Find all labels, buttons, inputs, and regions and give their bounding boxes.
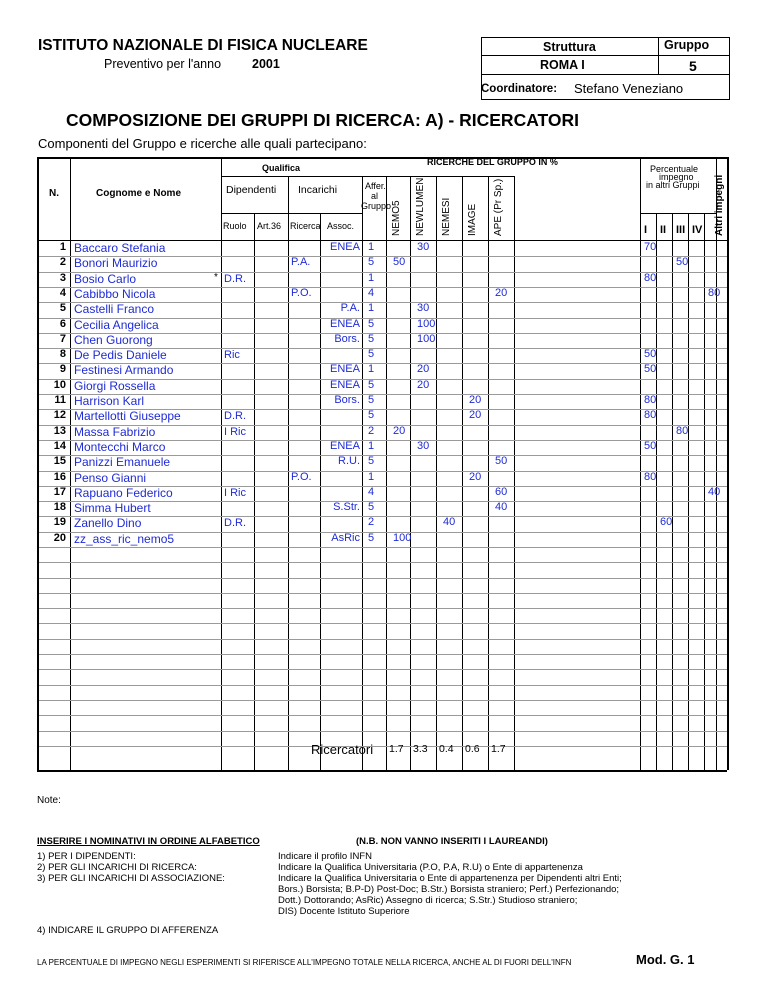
assoc-cell: R.U. (338, 455, 360, 467)
researcher-name: Giorgi Rossella (74, 379, 156, 393)
other-group-perc-cell: 80 (708, 287, 721, 299)
col-name-header: Cognome e Nome (96, 188, 182, 199)
total-cell: 1.7 (491, 743, 506, 755)
preventivo-year: 2001 (252, 57, 280, 71)
ruolo-header: Ruolo (223, 221, 247, 231)
page-title: COMPOSIZIONE DEI GRUPPI DI RICERCA: A) - RICERCATORI (66, 110, 580, 130)
table-rule (320, 213, 321, 770)
assoc-cell: ENEA (330, 241, 360, 253)
assoc-cell: S.Str. (333, 501, 360, 513)
table-rule (386, 176, 387, 770)
assoc-cell: ENEA (330, 318, 360, 330)
other-group-perc-cell: 40 (708, 486, 721, 498)
row-gridline (39, 593, 727, 594)
affer-cell: 4 (368, 287, 375, 299)
research-perc-cell: 100 (417, 318, 436, 330)
row-number: 10 (53, 379, 66, 391)
ruolo-cell: I Ric (224, 487, 246, 499)
research-perc-cell: 20 (469, 409, 482, 421)
table-rule (288, 176, 289, 213)
table-rule (70, 157, 71, 770)
coordinator-value: Stefano Veneziano (574, 81, 684, 96)
note-label: Note: (37, 795, 61, 806)
other-group-perc-cell: 70 (644, 241, 657, 253)
table-border-right (727, 157, 729, 770)
research-perc-cell: 40 (495, 501, 508, 513)
row-number: 14 (53, 440, 66, 452)
assoc-cell: ENEA (330, 379, 360, 391)
other-group-perc-cell: 50 (676, 256, 689, 268)
researcher-name: Montecchi Marco (74, 440, 166, 454)
researcher-name: Chen Guorong (74, 333, 153, 347)
total-cell: 3.3 (413, 743, 428, 755)
ruolo-cell: Ric (224, 349, 240, 361)
table-rule (514, 176, 515, 770)
coordinator-label: Coordinatore: (481, 83, 558, 95)
other-group-perc-cell: 50 (644, 348, 657, 360)
research-col-header: NEWLUMEN (415, 177, 426, 236)
table-border-top (37, 157, 727, 159)
other-group-perc-cell: 80 (676, 425, 689, 437)
affer-cell: 5 (368, 455, 375, 467)
research-perc-cell: 20 (417, 379, 430, 391)
row-gridline (39, 608, 727, 609)
affer-cell: 1 (368, 440, 375, 452)
table-rule (436, 176, 437, 770)
qualifica-header: Qualifica (262, 163, 301, 173)
affer-header-3: Gruppo (361, 201, 392, 211)
table-rule (656, 213, 657, 770)
other-group-perc-cell: 50 (644, 363, 657, 375)
row-number: 2 (59, 256, 66, 268)
ricerca-cell: P.A. (291, 256, 311, 268)
roman-col-header: II (660, 224, 667, 236)
researcher-name: Massa Fabrizio (74, 425, 156, 439)
row-gridline (39, 700, 727, 701)
row-number: 6 (59, 318, 66, 330)
table-rule (221, 157, 222, 770)
row-number: 11 (54, 394, 66, 406)
assoc-cell: ENEA (330, 440, 360, 452)
affer-cell: 2 (368, 425, 375, 437)
research-perc-cell: 60 (495, 486, 508, 498)
total-cell: 1.7 (389, 743, 404, 755)
art36-header: Art.36 (257, 221, 282, 231)
research-perc-cell: 20 (469, 394, 482, 406)
perc-header-2: impegno (659, 172, 694, 182)
row-gridline (39, 578, 727, 579)
instr-right-3: Indicare la Qualifica Universitaria o Ente di appartenenza per Dipendenti altri Enti; (278, 873, 622, 884)
researcher-name: Bonori Maurizio (74, 256, 158, 270)
preventivo-label: Preventivo per l'anno (104, 57, 222, 71)
table-rule (688, 213, 689, 770)
researcher-name: Simma Hubert (74, 501, 151, 515)
row-number: 3 (59, 272, 66, 284)
footnote-star: * (214, 272, 218, 283)
row-gridline (39, 639, 727, 640)
row-number: 8 (59, 348, 66, 360)
research-perc-cell: 100 (417, 333, 436, 345)
ricerca-cell: P.O. (291, 471, 312, 483)
row-gridline (39, 715, 727, 716)
researcher-name: zz_ass_ric_nemo5 (74, 532, 175, 546)
table-border-bottom (37, 770, 727, 772)
gruppo-label: Gruppo (664, 38, 710, 52)
inserire-heading: INSERIRE I NOMINATIVI IN ORDINE ALFABETICO (37, 836, 260, 847)
table-rule (672, 213, 673, 770)
total-cell: 0.6 (465, 743, 480, 755)
other-group-perc-cell: 80 (644, 409, 657, 421)
col-n-header: N. (49, 188, 59, 199)
form-model: Mod. G. 1 (636, 952, 695, 967)
assoc-header: Assoc. (327, 221, 355, 231)
row-number: 19 (53, 516, 66, 528)
other-group-perc-cell: 80 (644, 394, 657, 406)
research-perc-cell: 20 (393, 425, 406, 437)
research-col-header: IMAGE (467, 203, 478, 236)
page-subtitle: Componenti del Gruppo e ricerche alle quali partecipano: (38, 136, 367, 151)
altri-impegni-header: Altri impegni (714, 174, 725, 236)
table-rule (288, 213, 289, 770)
other-group-perc-cell: 60 (660, 516, 673, 528)
research-perc-cell: 100 (393, 532, 412, 544)
row-gridline (39, 685, 727, 686)
ricerca-header: Ricerca (290, 221, 321, 231)
row-gridline (39, 746, 727, 747)
assoc-cell: Bors. (334, 394, 360, 406)
totals-label: Ricercatori (311, 742, 374, 757)
affer-cell: 5 (368, 318, 375, 330)
row-number: 1 (59, 241, 66, 253)
row-gridline (39, 731, 727, 732)
other-group-perc-cell: 50 (644, 440, 657, 452)
ruolo-cell: D.R. (224, 410, 246, 422)
gruppo-value: 5 (689, 58, 697, 74)
affer-cell: 5 (368, 394, 375, 406)
research-perc-cell: 20 (495, 287, 508, 299)
row-number: 5 (59, 302, 66, 314)
affer-cell: 1 (368, 302, 375, 314)
roman-col-header: I (644, 224, 648, 236)
research-perc-cell: 20 (417, 363, 430, 375)
researcher-name: Penso Gianni (74, 471, 147, 485)
roman-col-header: IV (692, 224, 703, 236)
table-rule (640, 213, 716, 214)
affer-cell: 5 (368, 348, 375, 360)
researcher-name: Festinesi Armando (74, 363, 174, 377)
table-rule (488, 176, 489, 770)
assoc-cell: ENEA (330, 363, 360, 375)
row-gridline (39, 623, 727, 624)
row-gridline (39, 516, 727, 517)
row-gridline (39, 669, 727, 670)
perc-header-3: in altri Gruppi (646, 180, 700, 190)
table-rule (704, 213, 705, 770)
row-number: 12 (53, 409, 66, 421)
affer-cell: 1 (368, 272, 375, 284)
row-gridline (39, 562, 727, 563)
row-gridline (39, 272, 727, 273)
institute-name: ISTITUTO NAZIONALE DI FISICA NUCLEARE (38, 37, 368, 54)
dipendenti-header: Dipendenti (226, 184, 277, 196)
table-rule (410, 176, 411, 770)
research-perc-cell: 50 (393, 256, 406, 268)
researcher-name: Zanello Dino (74, 516, 142, 530)
row-number: 16 (53, 471, 66, 483)
affer-cell: 5 (368, 379, 375, 391)
affer-cell: 5 (368, 409, 375, 421)
table-rule (254, 213, 255, 770)
ruolo-cell: D.R. (224, 517, 246, 529)
affer-cell: 5 (368, 256, 375, 268)
researcher-name: De Pedis Daniele (74, 348, 167, 362)
affer-cell: 1 (368, 363, 375, 375)
row-number: 9 (59, 363, 66, 375)
row-gridline (39, 547, 727, 548)
instr-left-3: 3) PER GLI INCARICHI DI ASSOCIAZIONE: (37, 873, 225, 884)
table-border-left (37, 157, 39, 770)
research-col-header: NEMO5 (391, 200, 402, 236)
nb-note: (N.B. NON VANNO INSERITI I LAUREANDI) (356, 836, 548, 847)
affer-cell: 2 (368, 516, 375, 528)
research-perc-cell: 50 (495, 455, 508, 467)
row-number: 18 (53, 501, 66, 513)
assoc-cell: P.A. (340, 302, 360, 314)
researcher-name: Bosio Carlo (74, 272, 137, 286)
researcher-name: Harrison Karl (74, 394, 145, 408)
affer-header-2: al (371, 191, 379, 201)
researcher-name: Cecilia Angelica (74, 318, 159, 332)
research-col-header: NEMESI (441, 197, 452, 236)
instr-right-6: DIS) Docente Istituto Superiore (278, 906, 410, 917)
instr-right-1: Indicare il profilo INFN (278, 851, 372, 862)
table-rule (362, 176, 363, 770)
other-group-perc-cell: 80 (644, 471, 657, 483)
table-rule (221, 176, 514, 177)
researcher-name: Panizzi Emanuele (74, 455, 171, 469)
researcher-name: Cabibbo Nicola (74, 287, 156, 301)
researcher-name: Castelli Franco (74, 302, 155, 316)
row-number: 20 (53, 532, 66, 544)
incarichi-header: Incarichi (298, 184, 338, 196)
research-perc-cell: 20 (469, 471, 482, 483)
affer-cell: 5 (368, 532, 375, 544)
assoc-cell: Bors. (334, 333, 360, 345)
affer-cell: 4 (368, 486, 375, 498)
row-number: 4 (59, 287, 66, 299)
researcher-name: Baccaro Stefania (74, 241, 166, 255)
research-perc-cell: 30 (417, 440, 430, 452)
row-number: 17 (53, 486, 66, 498)
roman-col-header: III (676, 224, 686, 236)
struttura-label: Struttura (543, 40, 596, 54)
bottom-note: LA PERCENTUALE DI IMPEGNO NEGLI ESPERIMENTI SI RIFERISCE ALL'IMPEGNO TOTALE NELLA RICERCA, ANCHE AL DI FUORI DELL'INFN (37, 958, 572, 967)
affer-cell: 1 (368, 241, 375, 253)
row-gridline (39, 654, 727, 655)
table-rule (221, 213, 362, 214)
research-perc-cell: 30 (417, 302, 430, 314)
research-perc-cell: 40 (443, 516, 456, 528)
table-rule (640, 157, 641, 770)
affer-header-1: Affer. (365, 181, 386, 191)
instr-right-2: Indicare la Qualifica Universitaria (P.O, P.A, R.U) o Ente di appartenenza (278, 862, 583, 873)
instr-right-5: Dott.) Dottorando; AsRic) Assegno di ricerca; S.Str.) Studioso straniero; (278, 895, 578, 906)
instr-right-4: Bors.) Borsista; B.P-D) Post-Doc; B.Str.) Borsista straniero; Perf.) Perfezionando; (278, 884, 620, 895)
affer-cell: 5 (368, 333, 375, 345)
research-perc-cell: 30 (417, 241, 430, 253)
row-number: 15 (53, 455, 66, 467)
research-col-header: APE (Pr Sp.) (493, 178, 504, 236)
perc-header-1: Percentuale (650, 164, 699, 174)
researcher-name: Rapuano Federico (74, 486, 173, 500)
researcher-name: Martellotti Giuseppe (74, 409, 181, 423)
row-number: 13 (53, 425, 66, 437)
struttura-value: ROMA I (540, 58, 585, 72)
table-rule (462, 176, 463, 770)
instr-left-2: 2) PER GLI INCARICHI DI RICERCA: (37, 862, 197, 873)
instr-left-4: 4) INDICARE IL GRUPPO DI AFFERENZA (37, 925, 219, 936)
ricerche-header: RICERCHE DEL GRUPPO IN % (427, 157, 558, 167)
assoc-cell: AsRic (331, 532, 360, 544)
total-cell: 0.4 (439, 743, 454, 755)
instr-left-1: 1) PER I DIPENDENTI: (37, 851, 136, 862)
ruolo-cell: D.R. (224, 273, 246, 285)
other-group-perc-cell: 80 (644, 272, 657, 284)
affer-cell: 1 (368, 471, 375, 483)
row-number: 7 (59, 333, 66, 345)
affer-cell: 5 (368, 501, 375, 513)
table-rule (716, 157, 717, 770)
ruolo-cell: I Ric (224, 426, 246, 438)
ricerca-cell: P.O. (291, 287, 312, 299)
